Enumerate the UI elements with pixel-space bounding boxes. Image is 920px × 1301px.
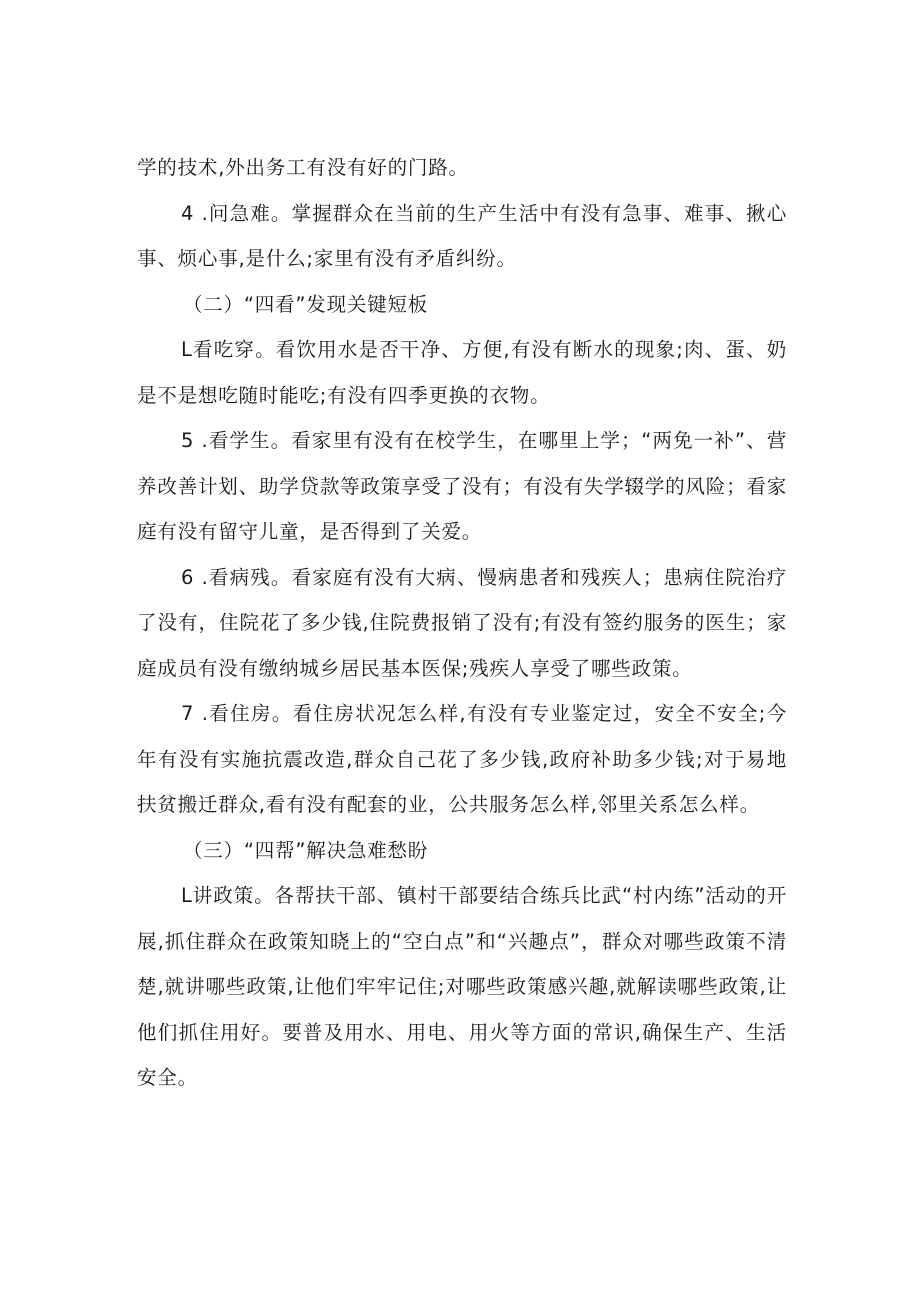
paragraph-item-1-policy: L讲政策。各帮扶干部、镇村干部要结合练兵比武“村内练”活动的开展,抓住群众在政策知晓上的“空白点”和“兴趣点”，群众对哪些政策不清楚,就讲哪些政策,让他们牢牢记住;对哪些政策感兴趣,就解读哪些政策,让他们抓住用好。要普及用水、用电、用火等方面的常识,确保生产、生活安全。 <box>137 884 787 1089</box>
section-heading-three: （三）“四帮”解决急难愁盼 <box>183 838 429 862</box>
paragraph-item-6: 6 .看病残。看家庭有没有大病、慢病患者和残疾人；患病住院治疗了没有，住院花了多少钱,住院费报销了没有;有没有签约服务的医生；家庭成员有没有缴纳城乡居民基本医保;残疾人享受了哪些政策。 <box>137 565 787 680</box>
paragraph-item-5: 5 .看学生。看家里有没有在校学生，在哪里上学；“两免一补”、营养改善计划、助学贷款等政策享受了没有；有没有失学辍学的风险；看家庭有没有留守儿童，是否得到了关爱。 <box>137 429 787 543</box>
document-body <box>137 145 787 1101</box>
paragraph-item-7: 7 .看住房。看住房状况怎么样,有没有专业鉴定过，安全不安全;今年有没有实施抗震改造,群众自己花了多少钱,政府补助多少钱;对于易地扶贫搬迁群众,看有没有配套的业，公共服务怎么样,邻里关系怎么样。 <box>137 702 787 816</box>
section-heading-two: （二）“四看”发现关键短板 <box>183 292 429 316</box>
paragraph-continuation: 学的技术,外出务工有没有好的门路。 <box>137 156 469 179</box>
paragraph-item-1-eat-wear: L看吃穿。看饮用水是否干净、方便,有没有断水的现象;肉、蛋、奶是不是想吃随时能吃;有没有四季更换的衣物。 <box>137 338 787 407</box>
paragraph-item-4: 4 .问急难。掌握群众在当前的生产生活中有没有急事、难事、揪心事、烦心事,是什么;家里有没有矛盾纠纷。 <box>137 201 787 270</box>
